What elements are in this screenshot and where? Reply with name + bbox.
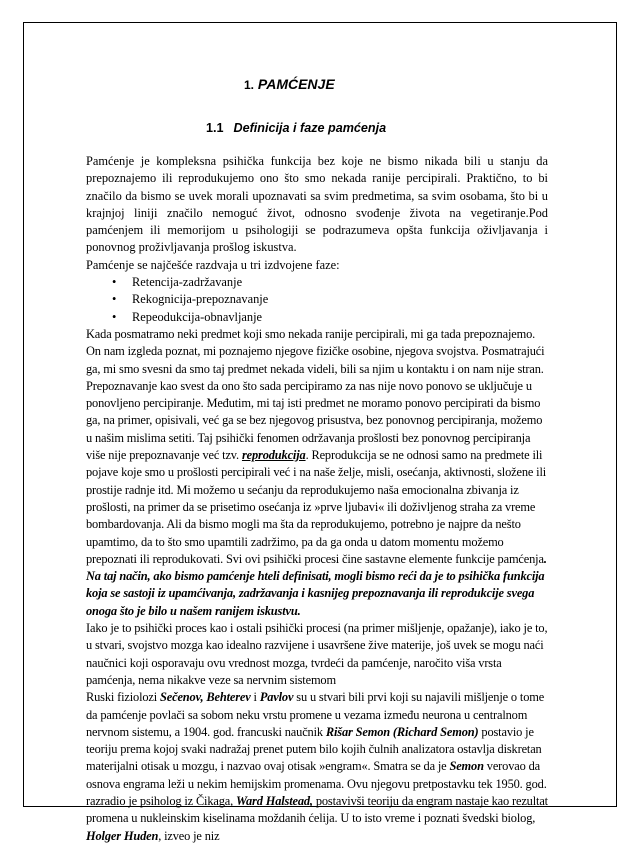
scientist-name: Pavlov [259,690,294,705]
definition-text: . Na taj način, ako bismo pamćenje hteli definisati, mogli bismo reći da je to psihička funkcija koja se sastoji iz upamćivanja, zadržavanja i kasnijeg prepoznavanja ili reprodukcije svega onoga što je bilo u našem ranijem iskustvu. [86,551,547,618]
scientist-name: Ward Halstead, [236,793,313,808]
section-title: Definicija i faze pamćenja [233,121,387,135]
chapter-heading [244,76,335,92]
section-heading [206,121,386,135]
history-paragraph [86,689,548,845]
paragraph-text: , izveo je niz [158,828,220,843]
brain-paragraph: Iako je to psihički proces kao i ostali psihički procesi (na primer mišljenje, opažanje), iako je to, u stvari, svojstvo mozga kao idealno razvijene i usavršene žive materije, još uvek se mogu naći naučnici koji osporavaju ovu vrednost mozga, tvrdeći da pamćenje, naročito viša vrsta pamćenja, nema nikakve veze sa nervnim sistemom [86,621,548,687]
paragraph-text: Ruski fiziolozi [86,690,161,705]
paragraph-text: su u stvari bili prvi koji su najavili mišljenje o tome da pamćenje povlači sa sobom neku vrstu promene u vezama između neurona u centralnom nervnom sistemu, a 1904. god. francuski naučnik [86,690,545,739]
scientist-name: Semon [449,759,484,774]
chapter-number: 1. [244,78,255,92]
phases-intro: Pamćenje se najčešće razdvaja u tri izdvojene faze: [86,257,340,272]
paragraph-text: postavio je teoriju prema kojoj svaki nadražaj prenet putem bilo kojih čulnih analizatora ostavlja diskretan materijalni otisak u mozgu, i nazvao ovaj otisak »engram«. Smatra se da je [86,724,542,774]
chapter-title: PAMĆENJE [257,76,335,92]
phase-item: • Repeodukcija-obnavljanje [122,309,548,326]
paragraph-text: verovao da osnova engrama leži u nekim hemijskim promenama. Ovu njegovu pretpostavku tek 1950. god. razradio je psiholog iz Čikaga, [86,759,547,808]
paragraph-text: Kada posmatramo neki predmet koji smo nekada ranije percipirali, mi ga tada prepoznajemo. On nam izgleda poznat, mi poznajemo njegove fizičke osobine, njegova svojstva. Posmatrajući ga, mi smo svesni da smo taj predmet nekada videli, bili sa njim u kontaktu i on nam nije stran. Prepoznavanje kao svest da ono što sada percipiramo za nas nije novo ponovo se uključuje u ponovljeno percipiranje. Međutim, mi taj isti predmet ne moramo ponovo percipirati da bismo ga, na primer, opisivali, već ga se bez njegovog prisustva, bez ponovnog percipiranja, možemo u našim mislima setiti. Taj psihički fenomen održavanja prošlosti bez ponovnog percipiranja više nije prepoznavanje već tzv. [86,326,545,463]
document-body [86,153,548,845]
phase-item: • Rekognicija-prepoznavanje [122,291,548,308]
scientist-name: Holger Huden [86,828,159,843]
term-reprodukcija: reprodukcija [241,448,306,463]
paragraph-text: . Reprodukcija se ne odnosi samo na predmete ili pojave koje smo u prošlosti percipirali već i na naše želje, misli, osećanja, aktivnosti, složene ili prostije radnje itd. Mi možemo u sećanju da reprodukujemo naša emocionalna zbivanja iz prošlosti, na primer da se prisetimo osećanja iz »prve ljubavi« ili doživljenog straha za vreme bombardovanja. Ali da bismo mogli ma šta da reprodukujemo, potrebno je najpre da nešto upamtimo, da to što smo upamtili zadržimo, pa da ga onda u datom momentu možemo prepoznati ili reprodukovati. Svi ovi psihički procesi čine sastavne elemente funkcije pamćenja [86,448,547,566]
paragraph-text: postavivši teoriju da engram nastaje kao rezultat promena u nukleinskim kiselinama moždanih ćelija. U to isto vreme i poznati švedski biolog, [86,793,548,826]
recognition-paragraph [86,326,548,620]
phases-list [86,274,548,326]
paragraph-text: i [250,690,260,705]
scientist-name: Rišar Semon (Richard Semon) [325,724,479,739]
section-number: 1.1 [206,121,224,135]
intro-paragraph: Pamćenje je kompleksna psihička funkcija bez koje ne bismo nikada bili u stanju da prepoznajemo ili reprodukujemo ono što smo nekada ranije percipirali. Praktično, to bi značilo da bismo se uvek morali upoznavati sa svim predmetima, sa svim osobama, što bi u krajnjoj liniji značilo nemoguć život, odnosno svođenje života na vegetiranje.Pod pamćenjem ili memorijom u psihologiji se podrazumeva opšta funkcija oživljavanja i ponovnog proživljavanja prošlog iskustva. [86,154,548,255]
phase-item: • Retencija-zadržavanje [122,274,548,291]
scientist-name: Sečenov, Behterev [160,690,251,705]
